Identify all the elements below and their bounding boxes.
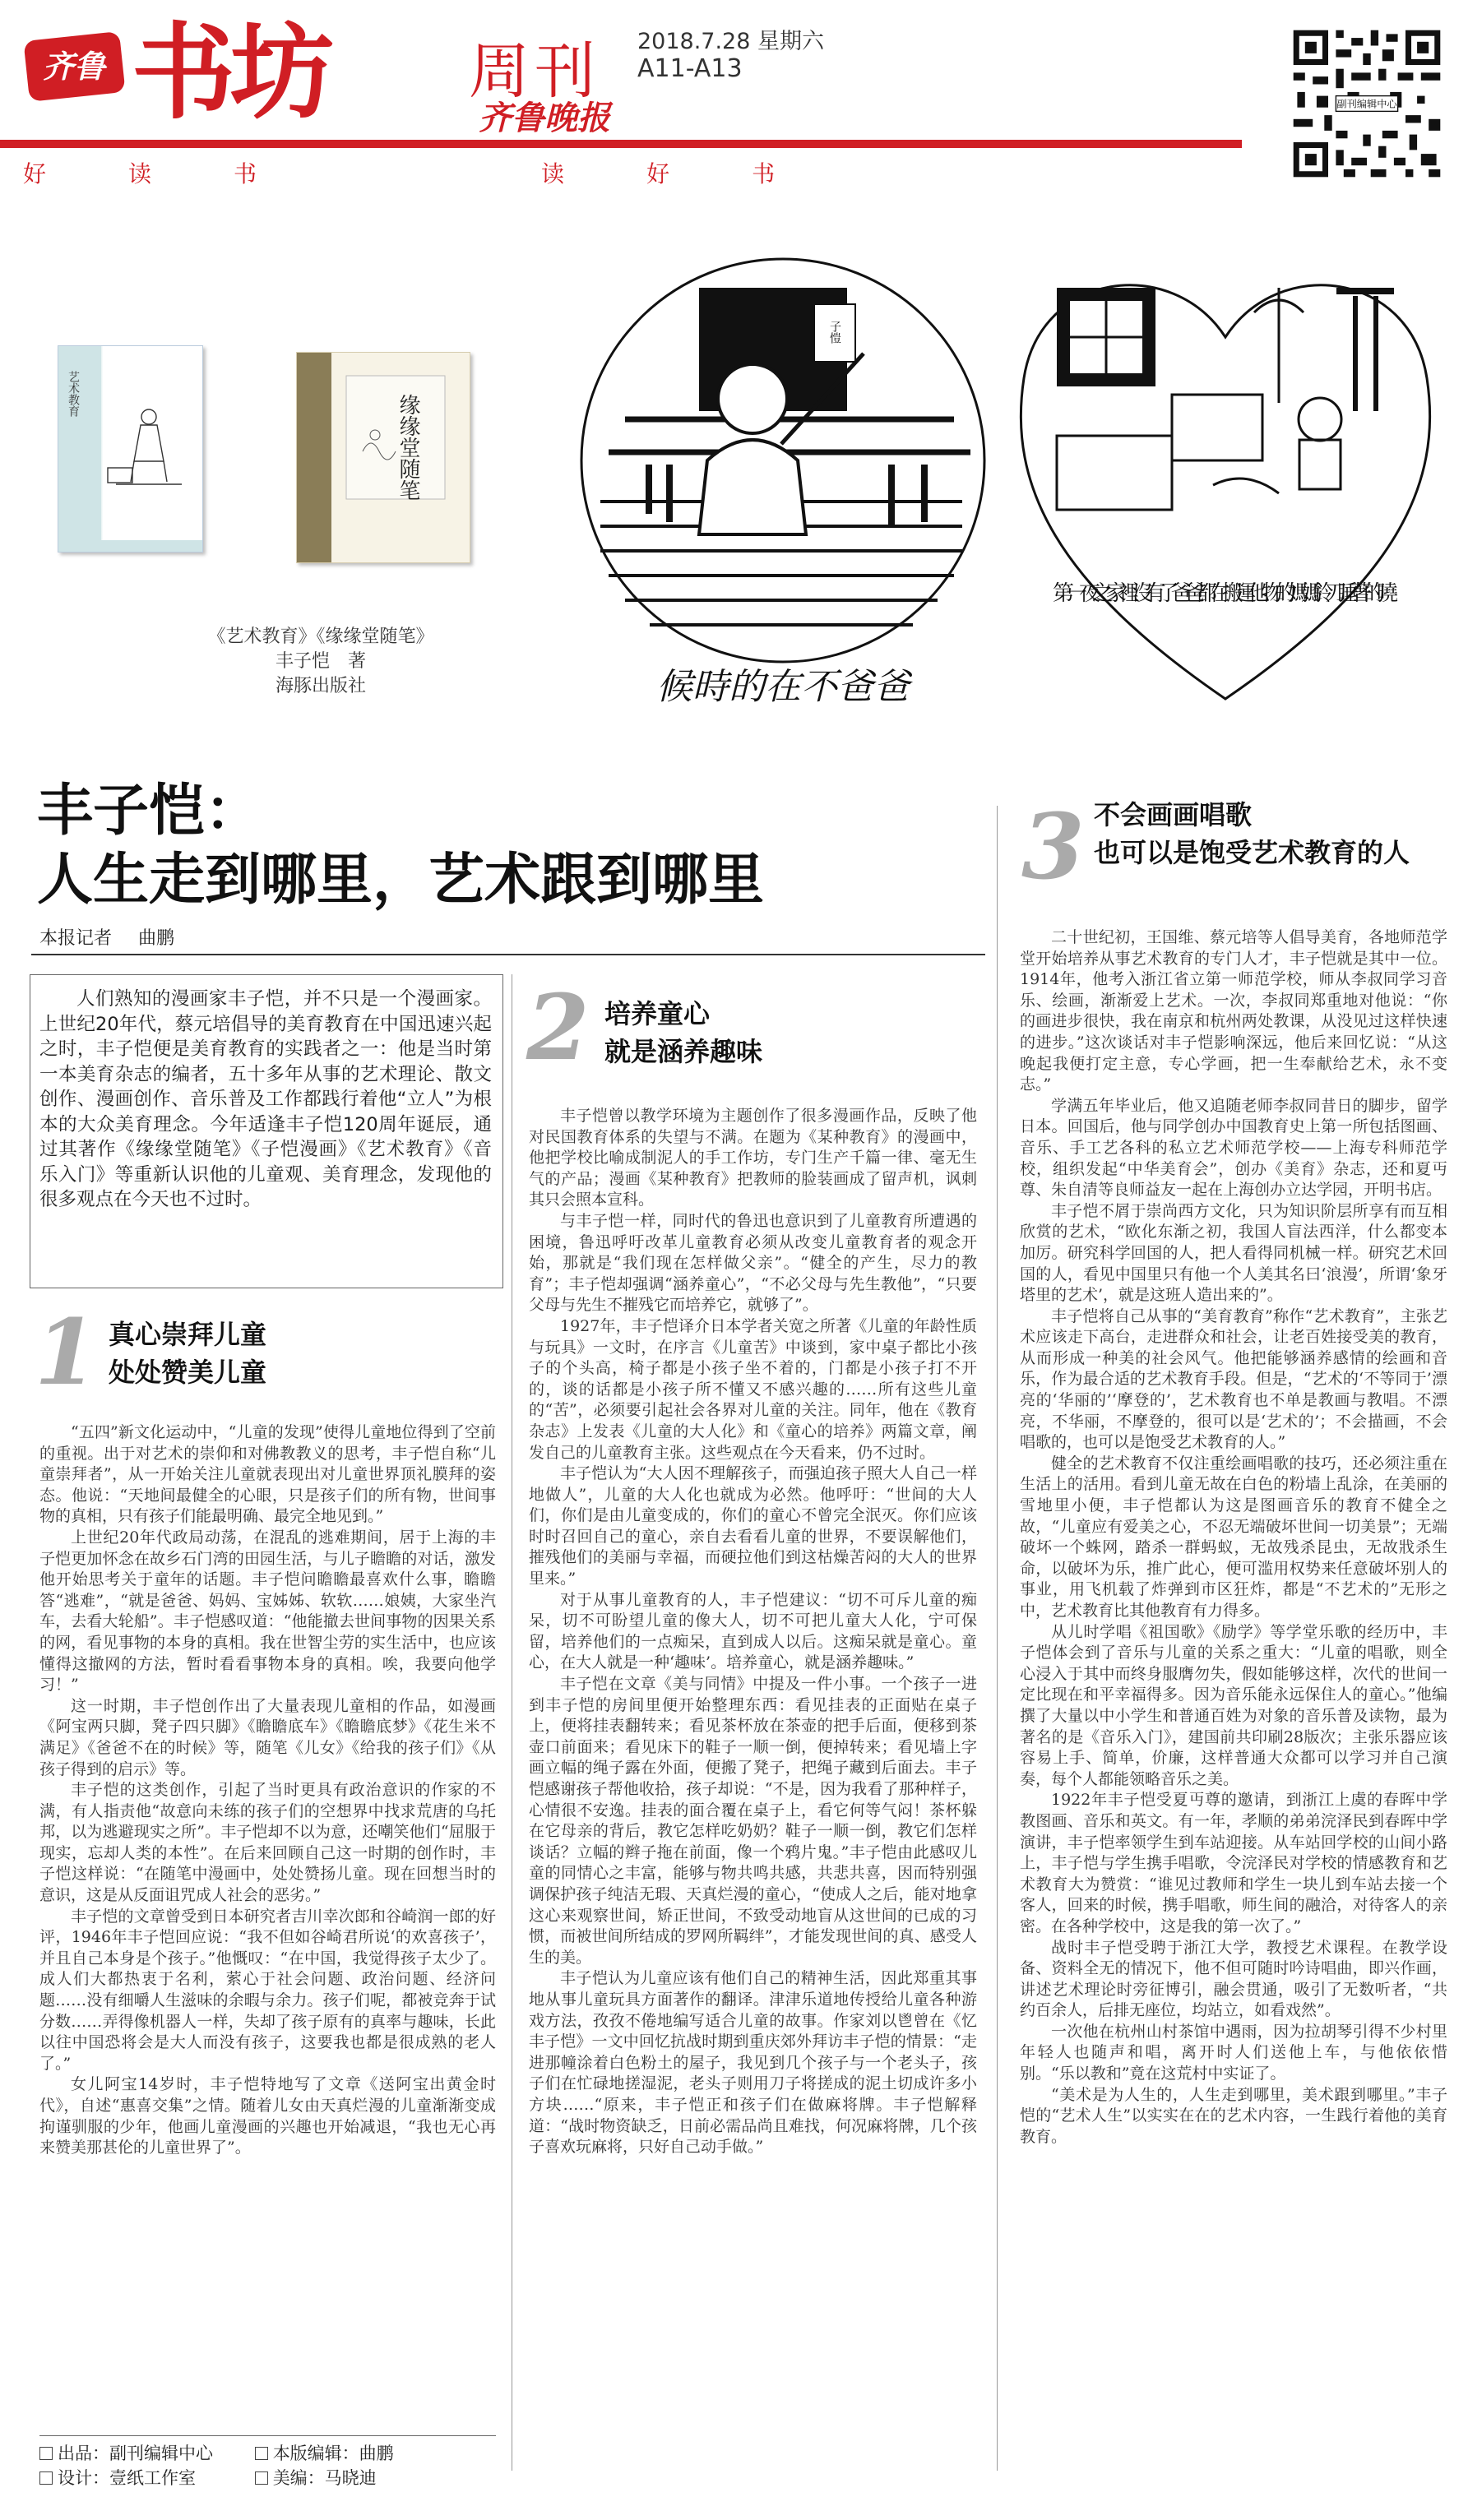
body-paragraph: 二十世纪初，王国维、蔡元培等人倡导美育，各地师范学堂开始培养从事艺术教育的专门人才，丰子恺就是其中一位。1914年，他考入浙江省立第一师范学校，师从李叔同学习音乐、绘画，渐渐爱上艺术。一次，李叔同郑重地对他说：“你的画进步很快，我在南京和杭州两处教课，从没见过这样快速的进步。”这次谈话对丰子恺影响深远，他后来回忆说：“从这晚起我便打定主意，专心学画，把一生奉献给艺术，永不变志。” xyxy=(1020,928,1447,1094)
masthead-rule xyxy=(0,140,1242,148)
credit-art-editor-text: 美编：马晓迪 xyxy=(272,2468,377,2488)
shufang-logo-text: 书坊 xyxy=(132,16,329,123)
book-caption-titles: 《艺术教育》《缘缘堂随笔》 xyxy=(207,627,434,647)
slogan-char: 读 xyxy=(541,160,578,187)
body-paragraph: 丰子恺不屑于崇尚西方文化，只为知识阶层所享有而互相欣赏的艺术，“欧化东渐之初，我国人盲法西洋，什么都变本加厉。研究科学回国的人，把人看得同机械一样。研究艺术回国的人，看见中国里只有他一个人美其名曰‘浪漫’，所谓‘象牙塔里的艺术’，就是这班人造出来的”。 xyxy=(1020,1201,1447,1305)
slogan-char: 书 xyxy=(752,160,789,187)
woodcut-illustration-father-absent xyxy=(576,255,991,724)
qr-code[interactable] xyxy=(1290,26,1444,181)
section-3-number: 3 xyxy=(1021,793,1085,899)
book-caption xyxy=(74,625,567,699)
section-2-title xyxy=(604,995,762,1070)
section-3-title-line2: 也可以是饱受艺术教育的人 xyxy=(1094,837,1410,868)
book-cover-yuanyuantang xyxy=(296,352,470,563)
body-paragraph: 丰子恺曾以教学环境为主题创作了很多漫画作品，反映了他对民国教育体系的失望与不满。在题为《某种教育》的漫画中，他把学校比喻成制泥人的手工作坊，专门生产千篇一律、毫无生气的产品；漫画《某种教育》把教师的脸装画成了留声机，讽刺其只会照本宣科。 xyxy=(529,1107,977,1209)
section-3-title xyxy=(1094,796,1410,872)
body-paragraph: 丰子恺的这类创作，引起了当时更具有政治意识的作家的不满，有人指责他“故意向未练的孩子们的空想界中找求荒唐的乌托邦，以为逃避现实之所”。丰子恺却不以为意，还嘲笑他们“屈服于现实，忘却人类的本性”。在后来回顾自己这一时期的创作时，丰子恺这样说：“在随笔中漫画中，处处赞扬儿童。现在回想当时的意识，这是从反面诅咒成人社会的恶劣。” xyxy=(39,1781,496,1905)
body-paragraph: 学满五年毕业后，他又追随老师李叔同昔日的脚步，留学日本。回国后，他与同学创办中国教育史上第一所包括图画、音乐、手工艺各科的私立艺术师范学校——上海专科师范学校，组织发起“中华美育会”，创办《美育》杂志，还和夏丏尊、朱自清等良师益友一起在上海创办立达学园，开明书店。 xyxy=(1020,1096,1447,1200)
section-2-title-line2: 就是涵养趣味 xyxy=(604,1036,763,1067)
book-cover-art-education xyxy=(58,345,203,553)
qilu-logo xyxy=(23,31,126,101)
section-3-title-line1: 不会画画唱歌 xyxy=(1094,799,1253,830)
book-caption-publisher: 海豚出版社 xyxy=(275,676,366,696)
body-paragraph: 对于从事儿童教育的人，丰子恺建议：“切不可斥儿童的痴呆，切不可盼望儿童的像大人，切不可把儿童大人化，宁可保留，培养他们的一点痴呆，直到成人以后。这痴呆就是童心。童心，在大人就是一种‘趣味’。培养童心，就是涵养趣味。” xyxy=(529,1590,977,1672)
woodcut1-mark: 子愷 xyxy=(828,321,841,344)
title-divider xyxy=(31,954,985,955)
credits-box xyxy=(39,2435,496,2490)
body-paragraph: 丰子恺在文章《美与同情》中提及一件小事。一个孩子一进到丰子恺的房间里便开始整理东西：看见挂表的正面贴在桌子上，便将挂表翻转来；看见茶杯放在茶壶的把手后面，便移到茶壶口前面来；看见床下的鞋子一顺一倒，便掉转来；看见墙上字画立幅的绳子露在外面，便搬了凳子，把绳子藏到后面去。丰子恺感谢孩子帮他收拾，孩子却说：“不是，因为我看了那种样子，心情很不安逸。挂表的面合覆在桌子上，看它何等气闷！茶杯躲在它母亲的背后，教它怎样吃奶奶？鞋子一顺一倒，教它们怎样谈话？立幅的辫子拖在前面，像一个鸦片鬼。”丰子恺由此感叹儿童的同情心之丰富，能够与物共鸣共感，共悲共喜，因而特别强调保护孩子纯洁无瑕、天真烂漫的童心，“使成人之后，能对地拿这心来观察世间，矫正世间，不致受动地盲从这世间的已成的习惯，而被世间所结成的罗网所羁绊”，才能发现世间的真、感受人生的美。 xyxy=(529,1675,977,1967)
book1-title: 艺术教育 xyxy=(67,371,80,417)
byline-role: 本报记者 xyxy=(39,928,113,949)
column-rule xyxy=(997,806,998,2471)
credit-producer xyxy=(39,2441,249,2466)
headline-line2: 人生走到哪里，艺术跟到哪里 xyxy=(37,848,765,913)
shufang-logo xyxy=(132,16,436,123)
section-1-body xyxy=(39,1422,496,2417)
credit-art-editor xyxy=(255,2466,465,2490)
issue-date: 2018.7.28 星期六 xyxy=(637,29,824,54)
section-1-title-line1: 真心崇拜儿童 xyxy=(109,1319,267,1350)
woodcut1-caption: 候時的在不爸爸 xyxy=(656,666,910,708)
section-2-number: 2 xyxy=(526,974,590,1080)
checkbox-icon xyxy=(39,2471,53,2485)
book-caption-author: 丰子恺 著 xyxy=(275,651,366,672)
headline-line1: 丰子恺： xyxy=(37,779,262,844)
body-paragraph: 健全的艺术教育不仅注重绘画唱歌的技巧，还必须注重在生活上的活用。看到儿童无故在白色的粉墙上乱涂，在美丽的雪地里小便，丰子恺都认为这是图画音乐的教育不健全之故，“儿童应有爱美之心，不忍无端破坏世间一切美景”；无端破坏一个蛛网，踏杀一群蚂蚁，无故残杀昆虫，无故戕杀生命，以破坏为乐，推广此心，便可滥用权势来任意破坏别人的事业，用飞机载了炸弹到市区狂炸，都是“不艺术的”无形之中，艺术教育比其他教育有力得多。 xyxy=(1020,1454,1447,1620)
byline-name: 曲鹏 xyxy=(138,928,175,949)
credit-design xyxy=(39,2466,249,2490)
byline xyxy=(39,924,174,950)
slogan-char: 书 xyxy=(234,160,271,187)
body-paragraph: 1927年，丰子恺译介日本学者关宽之所著《儿童的年龄性质与玩具》一文时，在序言《儿童苦》中谈到，家中桌子都比小孩子的个头高，椅子都是小孩子坐不着的，门都是小孩子打不开的，谈的话都是小孩子所不懂又不感兴趣的……所有这些儿童的“苦”，必须要引起社会各界对儿童的关注。同年，他在《教育杂志》上发表《儿童的大人化》和《童心的培养》两篇文章，阐发自己的儿童教育主张。这些观点在今天看来，仍不过时。 xyxy=(529,1316,977,1462)
credits-row xyxy=(39,2441,496,2466)
slogan-char: 好 xyxy=(646,160,683,187)
body-paragraph: 与丰子恺一样，同时代的鲁迅也意识到了儿童教育所遭遇的困境，鲁迅呼吁改革儿童教育必须从改变儿童教育者的观念开始，那就是“我们现在怎样做父亲”。“健全的产生，尽力的教育”；丰子恺却强调“涵养童心”，“不必父母与先生教他”，“只要父母与先生不摧残它而培养它，就够了”。 xyxy=(529,1211,977,1315)
body-paragraph: 丰子恺将自己从事的“美育教育”称作“艺术教育”，主张艺术应该走下高台，走进群众和社会，让老百姓接受美的教育，从而形成一种美的社会风气。他把能够涵养感情的绘画和音乐，作为最合适的艺术教育手段。但是，“艺术的‘不等同于’漂亮的‘华丽的’‘摩登的’，艺术教育也不单是教画与教唱。不漂亮，不华丽，不摩登的，很可以是‘艺术的’；不会描画，不会唱歌的，也可以是饱受艺术教育的人。” xyxy=(1020,1306,1447,1452)
credit-editor-text: 本版编辑：曲鹏 xyxy=(272,2444,394,2463)
section-2-title-line1: 培养童心 xyxy=(604,998,711,1029)
body-paragraph: 丰子恺的文章曾受到日本研究者吉川幸次郎和谷崎润一郎的好评，1946年丰子恺回应说：“我不但如谷崎君所说‘的欢喜孩子’，并且自己本身是个孩子。”他慨叹：“在中国，我觉得孩子太少了。成人们大都热衷于名利，萦心于社会问题、政治问题、经济问题……没有细嚼人生滋味的余暇与余力。孩子们呢，都被竞奔于试分数……弄得像机器人一样，失却了孩子原有的真率与趣味，长此以往中国恐将会是大人而没有孩子，这要我也都是很成熟的老人了。” xyxy=(39,1907,496,2073)
section-1-title xyxy=(109,1315,266,1391)
credit-design-text: 设计：壹纸工作室 xyxy=(58,2468,196,2488)
checkbox-icon xyxy=(255,2447,268,2460)
body-paragraph: “美术是为人生的，人生走到哪里，美术跟到哪里。”丰子恺的“艺术人生”以实实在在的艺术内容，一生践行着他的美育教育。 xyxy=(1020,2085,1447,2146)
headline xyxy=(37,777,942,915)
weekly-label: 周刊 xyxy=(469,36,600,107)
slogan xyxy=(23,156,857,189)
qr-caption: 副刊编辑中心 xyxy=(1336,98,1397,110)
credit-producer-text: 出品：副刊编辑中心 xyxy=(58,2444,213,2463)
checkbox-icon xyxy=(39,2447,53,2460)
section-1-title-line2: 处处赞美儿童 xyxy=(109,1357,267,1388)
body-paragraph: 从儿时学唱《祖国歌》《励学》等学堂乐歌的经历中，丰子恺体会到了音乐与儿童的关系之重大：“儿童的唱歌，则全心浸入于其中而终身服膺勿失，假如能够这样，次代的世间一定比现在和平幸福得多。因为音乐能永远保住人的童心。”他编撰了大量以中小学生和普通百姓为对象的音乐普及读物，最为著名的是《音乐入门》，建国前共印刷28版次；主张乐器应该容易上手、简单，价廉，这样普通大众都可以学习并自己演奏，每个人都能领略音乐之美。 xyxy=(1020,1622,1447,1788)
slogan-char: 好 xyxy=(23,160,60,187)
section-3-body xyxy=(1020,927,1447,2473)
body-paragraph: 一次他在杭州山村茶馆中遇雨，因为拉胡琴引得不少村里年轻人也随声和唱，离开时人们送他上车，与他依依惜别。“乐以教和”竟在这荒村中实证了。 xyxy=(1020,2022,1447,2083)
woodcut-illustration-heart-home xyxy=(1007,238,1443,715)
checkbox-icon xyxy=(255,2471,268,2485)
body-paragraph: 战时丰子恺受聘于浙江大学，教授艺术课程。在教学设备、资料全无的情况下，他不但可随时吟诗唱曲，即兴作画，讲述艺术理论时旁征博引，融会贯通，吸引了无数听者，“共约百余人，后排无座位，均站立，如看戏然”。 xyxy=(1020,1938,1447,2020)
section-1-number: 1 xyxy=(35,1299,98,1405)
qilu-logo-text: 齐鲁 xyxy=(42,48,106,85)
body-paragraph: 丰子恺认为儿童应该有他们自己的精神生活，因此郑重其事地从事儿童玩具方面著作的翻译。津津乐道地传授给儿童各种游戏方法，孜孜不倦地编写适合儿童的故事。作家刘以鬯曾在《忆丰子恺》一文中回忆抗战时期到重庆郊外拜访丰子恺的情景：“走进那幢涂着白色粉土的屋子，我见到几个孩子与一个老头子，孩子们在忙碌地搓湿泥，老头子则用刀子将搓成的泥土切成许多小方块……“原来，丰子恺正和孩子们在做麻将牌。丰子恺解释道：“战时物资缺乏，日前必需品尚且难找，何况麻将牌，几个孩子喜欢玩麻将，只好自己动手做。” xyxy=(529,1969,977,2157)
slogan-char: 读 xyxy=(128,160,165,187)
body-paragraph: “五四”新文化运动中，“儿童的发现”使得儿童地位得到了空前的重视。出于对艺术的崇仰和对佛教教义的思考，丰子恺自称“儿童崇拜者”，从一开始关注儿童就表现出对儿童世界顶礼膜拜的姿态。他说：“天地间最健全的心眼，只是孩子们的所有物，世间事物的真相，只有孩子们能最明确、最完全地见到。” xyxy=(39,1423,496,1526)
book2-title: 缘缘堂随笔 xyxy=(396,394,420,501)
body-paragraph: 丰子恺认为“大人因不理解孩子，而强迫孩子照大人自己一样地做人”，儿童的大人化也就成为必然。他呼吁：“世间的大人们，你们是由儿童变成的，你们的童心不曾完全泯灭。你们应该时时召回自己的童心，亲自去看看儿童的世界，不要误解他们，摧残他们的美丽与幸福，而硬拉他们到这枯燥苦闷的大人的世界里来。” xyxy=(529,1464,977,1588)
body-paragraph: 女儿阿宝14岁时，丰子恺特地写了文章《送阿宝出黄金时代》，自述“惠喜交集”之情。随着儿女由天真烂漫的儿童渐渐变成拘谨驯服的少年，他画儿童漫画的兴趣也开始减退，“我也无心再来赞美那甚伦的儿童世界了”。 xyxy=(39,2075,496,2157)
page-range: A11-A13 xyxy=(637,54,743,83)
newspaper-name: 齐鲁晚报 xyxy=(479,99,610,137)
woodcut2-caption: 第一夜之家裡沒有了爸爸 都在搬運他物的媽媽 鈴刀 睡著的曉 xyxy=(1053,581,1398,606)
body-paragraph: 1922年丰子恺受夏丏尊的邀请，到浙江上虞的春晖中学教图画、音乐和英文。有一年，孝顺的弟弟浣泽民到春晖中学演讲，丰子恺率领学生到车站迎接。从车站回学校的山间小路上，丰子恺与学生携手唱歌，令浣泽民对学校的情感教育和艺术教育大为赞赏：“谁见过教师和学生一块儿到车站去接一个客人，回来的时候，携手唱歌，师生间的融洽，对待客人的亲密。在各种学校中，这是我的第一次了。” xyxy=(1020,1791,1447,1935)
body-paragraph: 这一时期，丰子恺创作出了大量表现儿童相的作品，如漫画《阿宝两只脚，凳子四只脚》《瞻瞻底车》《瞻瞻底梦》《花生米不满足》《爸爸不在的时候》等，随笔《儿女》《给我的孩子们》《从孩子得到的启示》等。 xyxy=(39,1696,496,1778)
lead-paragraph: 人们熟知的漫画家丰子恺，并不只是一个漫画家。上世纪20年代，蔡元培倡导的美育教育在中国迅速兴起之时，丰子恺便是美育教育的实践者之一：他是当时第一本美育杂志的编者，五十多年从事的艺术理论、散文创作、漫画创作、音乐普及工作都践行着他“立人”为根本的大众美育理念。今年适逢丰子恺120周年诞辰，通过其著作《缘缘堂随笔》《子恺漫画》《艺术教育》《音乐入门》等重新认识他的儿童观、美育理念，发现他的很多观点在今天也不过时。 xyxy=(39,988,492,1210)
credits-row xyxy=(39,2466,496,2490)
section-2-body xyxy=(529,1106,977,2471)
body-paragraph: 上世纪20年代政局动荡，在混乱的逃难期间，居于上海的丰子恺更加怀念在故乡石门湾的田园生活，与儿子瞻瞻的对话，激发他开始思考关于童年的话题。丰子恺问瞻瞻最喜欢什么事，瞻瞻答“逃难”，“就是爸爸、妈妈、宝姊姊、软软……娘姨，大家坐汽车，去看大轮船”。丰子恺感叹道：“他能撤去世间事物的因果关系的网，看见事物的本身的真相。我在世智尘劳的实生活中，也应该懂得这撤网的方法，暂时看看事物本身的真相。唉，我要向他学习！” xyxy=(39,1528,496,1695)
credit-editor xyxy=(255,2441,465,2466)
